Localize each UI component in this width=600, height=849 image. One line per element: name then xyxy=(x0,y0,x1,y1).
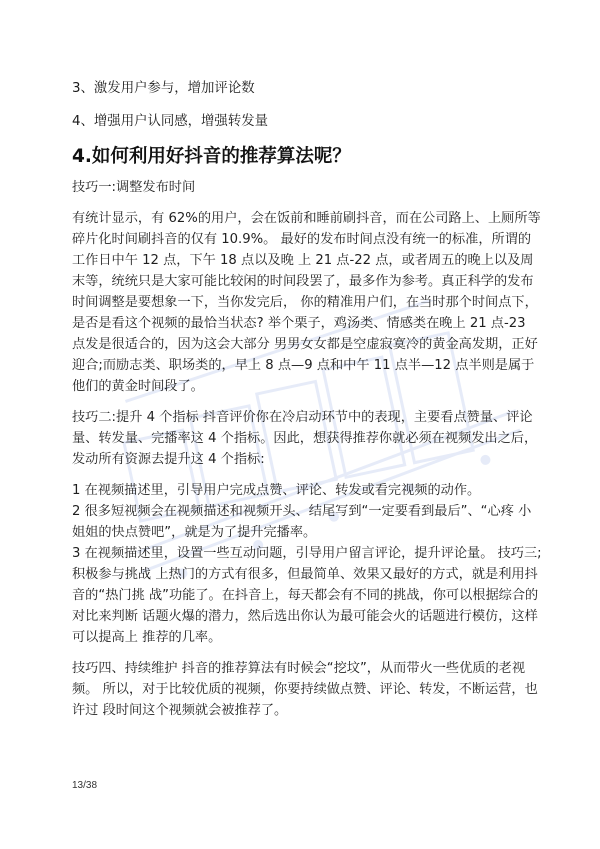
document-content xyxy=(72,78,542,731)
list-item: 3、激发用户参与，增加评论数 xyxy=(72,81,255,96)
page-number: 13/38 xyxy=(72,780,98,791)
tip-2-point-3: 3 在视频描述里，设置一些互动问题，引导用户留言评论，提升评论量。 技巧三;积极参与挑战 上热门的方式有很多，但最简单、效果又最好的方式，就是利用抖音的“热门挑 战”功能了。在抖音上，每天都会有不同的挑战，你可以根据综合的对比来判断 话题火爆的潜力，然后选出你认为最可能会火的话题进行模仿，这样可以提高上 推荐的几率。 xyxy=(72,546,542,645)
tip-2-point-1: 1 在视频描述里，引导用户完成点赞、评论、转发或看完视频的动作。 xyxy=(72,483,481,498)
list-item: 4、增强用户认同感，增强转发量 xyxy=(72,114,268,129)
tip-1-title: 技巧一:调整发布时间 xyxy=(72,180,196,195)
tip-2-point-2: 2 很多短视频会在视频描述和视频开头、结尾写到“一定要看到最后”、“心疼 小姐姐的快点赞吧”，就是为了提升完播率。 xyxy=(72,504,532,540)
section-heading: 4.如何利用好抖音的推荐算法呢？ xyxy=(72,146,351,167)
tip-4-paragraph: 技巧四、持续维护 抖音的推荐算法有时候会“挖坟”，从而带火一些优质的老视频。 所以，对于比较优质的视频，你要持续做点赞、评论、转发，不断运营，也许过 段时间这个视频就会被推荐了。 xyxy=(72,661,538,718)
tip-1-paragraph: 有统计显示，有 62%的用户，会在饭前和睡前刷抖音，而在公司路上、上厕所等 碎片化时间刷抖音的仅有 10.9%。 最好的发布时间点没有统一的标准，所谓的工作日中午 12 点，下午 18 点以及晚 上 21 点-22 点，或者周五的晚上以及周末等，统统只是大家可能比较闲的时间段罢了，最多作为参考。真正科学的发布时间调整是要想象一下，当你发完后， 你的精准用户们，在当时那个时间点下，是否是看这个视频的最恰当状态? 举个栗子，鸡汤类、情感类在晚上 21 点-23 点发是很适合的，因为这会大部分 男男女女都是空虚寂寞冷的黄金高发期，正好迎合;而励志类、职场类的，早上 8 点—9 点和中午 11 点半—12 点半则是属于他们的黄金时间段了。 xyxy=(72,211,541,394)
tip-2-paragraph: 技巧二:提升 4 个指标 抖音评价你在冷启动环节中的表现，主要看点赞量、评论量、转发量、完播率这 4 个指标。因此，想获得推荐你就必须在视频发出之后，发动所有资源去提升这 4 个指标: xyxy=(72,410,538,467)
